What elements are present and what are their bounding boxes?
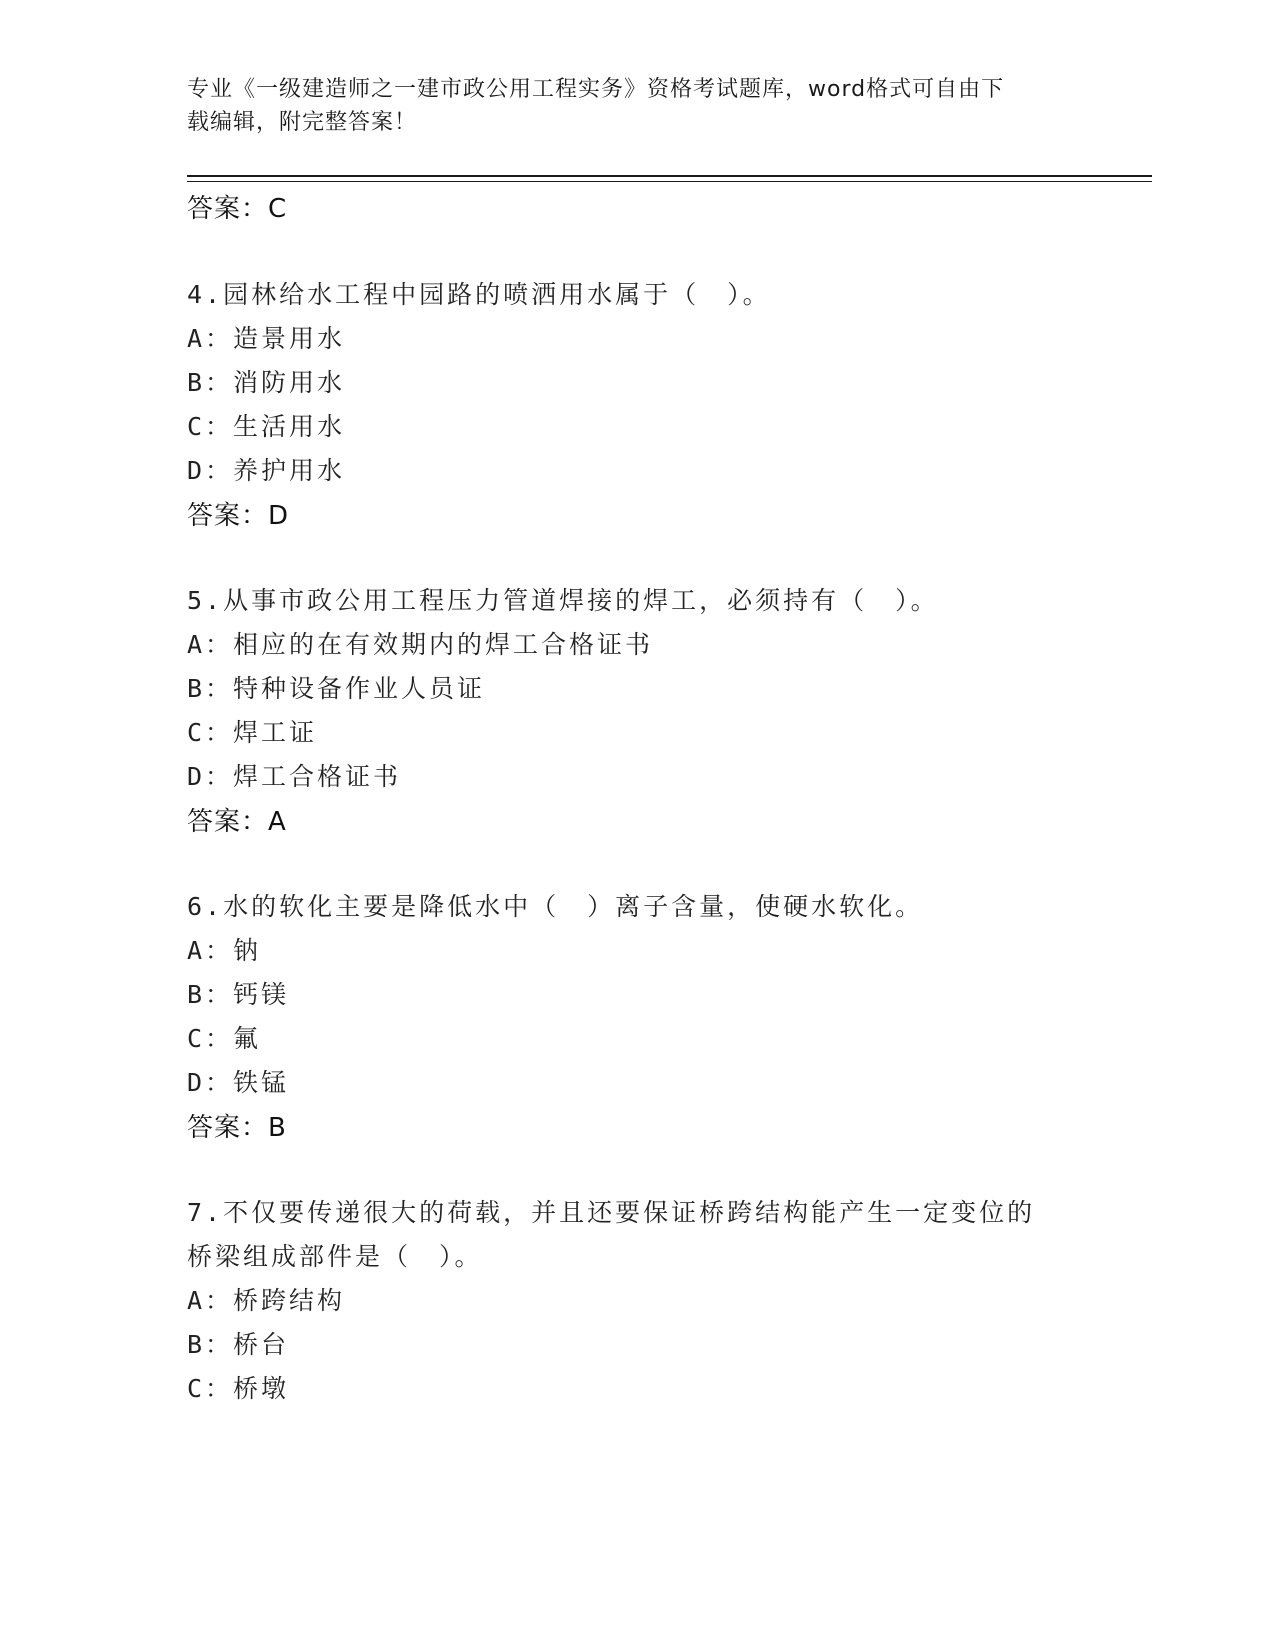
document-header (187, 73, 1067, 139)
question-7-option-c: C：桥墩 (187, 1374, 290, 1403)
question-5-option-b: B：特种设备作业人员证 (187, 674, 486, 703)
question-4-option-c: C：生活用水 (187, 412, 346, 441)
question-7-stem-line-1: 7.不仅要传递很大的荷载，并且还要保证桥跨结构能产生一定变位的 (187, 1198, 1036, 1227)
header-line-1: 专业《一级建造师之一建市政公用工程实务》资格考试题库，word格式可自由下 (187, 77, 1005, 102)
header-rule-thick (187, 175, 1152, 177)
question-5-option-d: D：焊工合格证书 (187, 762, 402, 791)
question-4-stem: 4.园林给水工程中园路的喷洒用水属于（ ）。 (187, 280, 771, 309)
question-6-answer: 答案：B (187, 1113, 287, 1143)
question-7-stem-line-2: 桥梁组成部件是（ ）。 (187, 1242, 483, 1271)
question-4-answer: 答案：D (187, 501, 290, 531)
question-7-option-b: B：桥台 (187, 1330, 290, 1359)
question-6-option-b: B：钙镁 (187, 980, 290, 1009)
question-4-option-d: D：养护用水 (187, 456, 346, 485)
question-5-option-a: A：相应的在有效期内的焊工合格证书 (187, 630, 654, 659)
question-5-stem: 5.从事市政公用工程压力管道焊接的焊工，必须持有（ ）。 (187, 586, 939, 615)
question-4-option-b: B：消防用水 (187, 368, 346, 397)
header-rule-thin (187, 181, 1152, 182)
question-5-option-c: C：焊工证 (187, 718, 318, 747)
question-7-option-a: A：桥跨结构 (187, 1286, 346, 1315)
question-6-stem: 6.水的软化主要是降低水中（ ）离子含量，使硬水软化。 (187, 892, 924, 921)
question-6-option-c: C：氟 (187, 1024, 262, 1053)
question-5-answer: 答案：A (187, 807, 287, 837)
header-line-2: 载编辑，附完整答案！ (187, 110, 418, 135)
question-6-option-a: A：钠 (187, 936, 262, 965)
question-6-option-d: D：铁锰 (187, 1068, 290, 1097)
answer-previous: 答案：C (187, 194, 288, 224)
question-4-option-a: A：造景用水 (187, 324, 346, 353)
